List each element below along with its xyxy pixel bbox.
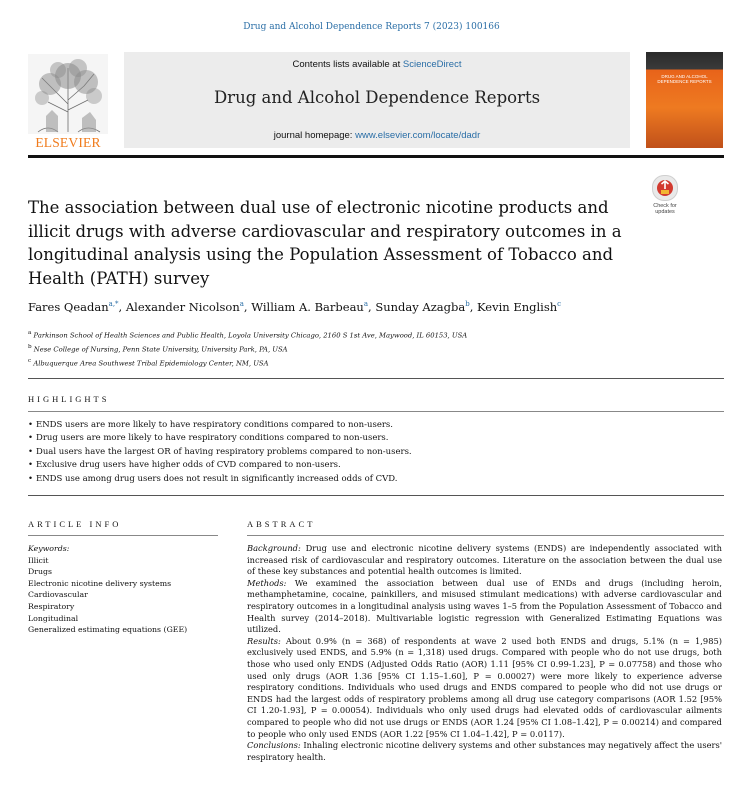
check-updates-label: Check for updates [653, 203, 677, 216]
journal-name[interactable]: Drug and Alcohol Dependence Reports [213, 88, 541, 107]
abstract-methods: Methods: We examined the association between dual use of ENDs and drugs (including heroin, methamphetamine, cocaine, painkillers, and misused stimulant medications) with adverse cardiovascular and respiratory outcomes in a longitudinal analysis using waves 1–5 from the Population Assessment of Tobacco and Health survey (2014–2018). Multivariable logistic regression with Generalized Estimating Equations was utilized. [247, 577, 723, 635]
highlight-item: • Dual users have the largest OR of having respiratory problems compared to non-users. [28, 446, 718, 459]
publisher-wordmark: ELSEVIER [35, 135, 101, 150]
highlight-item: • Exclusive drug users have higher odds of CVD compared to non-users. [28, 459, 718, 472]
contents-line [124, 59, 630, 70]
journal-cover-thumbnail[interactable] [646, 52, 723, 148]
highlight-item: • Drug users are more likely to have respiratory conditions compared to non-users. [28, 432, 718, 445]
keyword[interactable]: Illicit [28, 555, 49, 565]
homepage-line [124, 130, 630, 141]
author-affiliation-marker[interactable]: c [557, 300, 562, 309]
keyword[interactable]: Respiratory [28, 601, 75, 611]
author-list: Fares Qeadan$^{a,*}$, Alexander Nicolson$^a$, William A. Barbeau$^a$, Sunday Azagba$^b$, Kevin English$^c$ [28, 300, 562, 314]
author-affiliation-marker[interactable]: a [239, 300, 244, 309]
keywords-block [28, 543, 218, 636]
cover-title: DRUG AND ALCOHOL DEPENDENCE REPORTS [657, 74, 712, 85]
section-divider [28, 411, 724, 412]
affiliation: $^c$ Albuquerque Area Southwest Tribal Epidemiology Center, NM, USA [28, 357, 269, 367]
journal-header [28, 52, 724, 152]
abstract-heading: ABSTRACT [247, 519, 316, 529]
journal-citation[interactable]: Drug and Alcohol Dependence Reports 7 (2023) 100166 [243, 22, 500, 32]
abstract-background: Background: Drug use and electronic nicotine delivery systems (ENDS) are independently associated with increased risk of cardiovascular and respiratory outcomes. Literature on the association between the dual use of these key substances and potential health outcomes is limited. [247, 543, 722, 577]
author[interactable]: Fares Qeadan$^{a,*}$ [28, 300, 119, 314]
article-title: The association between dual use of electronic nicotine products and illicit drugs with adverse cardiovascular and respiratory outcomes in a longitudinal analysis using the Population Assessment of Tobacco and Health (PATH) survey [28, 198, 622, 288]
affiliation-list [28, 328, 718, 369]
abstract-divider [247, 535, 724, 536]
highlight-item: • ENDS use among drug users does not result in significantly increased odds of CVD. [28, 473, 718, 486]
homepage-link[interactable]: www.elsevier.com/locate/dadr [355, 130, 481, 141]
contents-prefix: Contents lists available at [292, 59, 401, 70]
article-info-divider [28, 535, 218, 536]
highlights-heading: HIGHLIGHTS [28, 394, 110, 404]
author-affiliation-marker[interactable]: b [465, 300, 470, 309]
author[interactable]: William A. Barbeau$^a$ [251, 300, 369, 314]
keyword[interactable]: Electronic nicotine delivery systems [28, 578, 172, 588]
check-updates-icon [652, 175, 678, 201]
keyword[interactable]: Longitudinal [28, 613, 79, 623]
abstract-conclusions: Conclusions: Inhaling electronic nicotine delivery systems and other substances may negatively affect the users' respiratory health. [247, 740, 722, 762]
keywords-label: Keywords: [28, 544, 70, 553]
highlight-item: • ENDS users are more likely to have respiratory conditions compared to non-users. [28, 419, 718, 432]
keyword[interactable]: Drugs [28, 567, 52, 577]
section-divider [28, 378, 724, 379]
homepage-prefix: journal homepage: [273, 130, 353, 141]
header-divider [28, 155, 724, 158]
journal-banner [124, 52, 630, 148]
abstract-body [247, 543, 722, 763]
elsevier-logo[interactable] [28, 54, 108, 148]
author[interactable]: Sunday Azagba$^b$ [375, 300, 470, 314]
check-for-updates-button[interactable] [645, 175, 685, 215]
sciencedirect-link[interactable]: ScienceDirect [402, 59, 462, 70]
abstract-results: Results: About 0.9% (n = 368) of respondents at wave 2 used both ENDS and drugs, 5.1% (n = 1,985) exclusively used ENDS, and 5.9% (n = 1,318) used drugs. Compared with people who do not use drugs, both those who used only ENDS (Adjusted Odds Ratio (AOR) 1.11 [95% CI 0.99-1.23], P = 0.07758) and those who used only drugs (AOR 1.36 [95% CI 1.15–1.60], P = 0.00027) were more likely to experience adverse respiratory conditions. Individuals who used drugs and ENDS compared to people who did not use drugs or ENDS had the largest odds of respiratory problems among all drug use category comparisons (AOR 1.52 [95% CI 1.20-1.93], P = 0.00054). Individuals who only used drugs had elevated odds of cardiovascular ailments compared to people who did not use drugs or ENDS (AOR 1.24 [95% CI 1.08–1.42], P = 0.00214) and compared to people who only used ENDS (AOR 1.22 [95% CI 1.04–1.42], P = 0.0117). [247, 635, 722, 739]
author-affiliation-marker[interactable]: a [363, 300, 369, 309]
section-divider [28, 495, 724, 496]
elsevier-tree-icon [28, 54, 108, 134]
keyword[interactable]: Cardiovascular [28, 590, 88, 600]
author[interactable]: Kevin English$^c$ [477, 300, 562, 314]
article-info-heading: ARTICLE INFO [28, 519, 122, 529]
affiliation: $^a$ Parkinson School of Health Sciences and Public Health, Loyola University Chicago, 2160 S 1st Ave, Maywood, IL 60153, USA [28, 330, 468, 340]
author[interactable]: Alexander Nicolson$^a$ [125, 300, 244, 314]
keyword[interactable]: Generalized estimating equations (GEE) [28, 625, 188, 635]
affiliation: $^b$ Nese College of Nursing, Penn State University, University Park, PA, USA [28, 343, 288, 354]
author-affiliation-marker[interactable]: a,* [108, 300, 119, 309]
highlights-list [28, 419, 718, 486]
